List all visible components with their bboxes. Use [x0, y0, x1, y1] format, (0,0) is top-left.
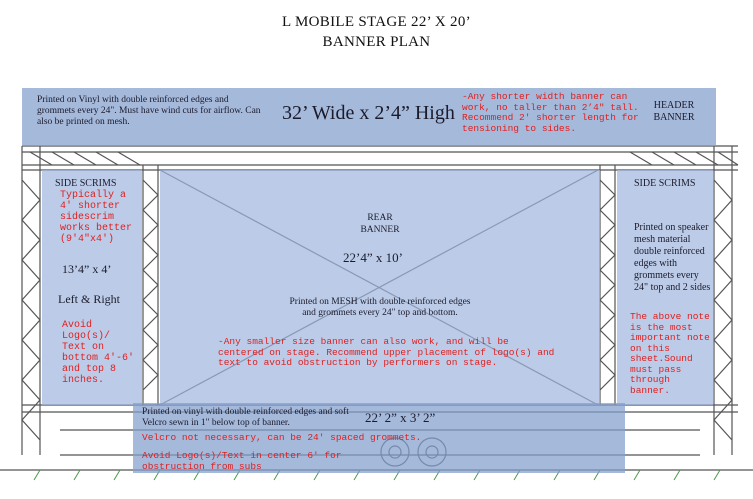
header-banner-spec: Printed on Vinyl with double reinforced edges and grommets every 24". Must have wind cuts for airflow. Can also be printed on mesh.	[37, 95, 261, 127]
rear-banner-label: REAR BANNER	[360, 213, 400, 235]
rear-banner-size: 22’4” x 10’	[343, 250, 403, 265]
side-scrim-left-note: Typically a 4' shorter sidescrim works better (9'4"x4')	[60, 190, 133, 245]
skirt-banner-spec: Printed on vinyl with double reinforced edges and soft Velcro sewn in 1" below top of banner.	[142, 407, 349, 428]
page-title: L MOBILE STAGE 22’ X 20’	[282, 14, 471, 30]
skirt-banner-size: 22’ 2” x 3’ 2”	[365, 410, 436, 425]
rear-banner-note: -Any smaller size banner can also work, and will be centered on stage. Recommend upper placement of logo(s) and text to avoid obstruction by performers on stage.	[218, 336, 555, 368]
side-scrim-right-note: The above note is the most important note on this sheet.Sound must pass through banner.	[630, 311, 710, 396]
side-scrim-left-position: Left & Right	[58, 292, 120, 306]
header-banner-note: -Any shorter width banner can work, no taller than 2’4" tall. Recommend 2' shorter length for tensioning to sides.	[462, 91, 639, 134]
header-banner-label: HEADER BANNER	[653, 100, 695, 123]
side-scrim-left-label: SIDE SCRIMS	[55, 178, 117, 189]
side-scrim-left-logo-note: Avoid Logo(s)/ Text on bottom 4'-6' and top 8 inches.	[62, 320, 135, 386]
side-scrim-left-size: 13’4” x 4’	[62, 262, 112, 276]
page-subtitle: BANNER PLAN	[322, 34, 431, 50]
rear-banner-spec: Printed on MESH with double reinforced edges and grommets every 24" top and bottom.	[289, 297, 471, 318]
rear-banner	[160, 170, 600, 405]
side-scrim-right-label: SIDE SCRIMS	[634, 178, 696, 189]
side-scrim-right-spec: Printed on speaker mesh material double reinforced edges with grommets every 24" top and 2 sides	[634, 222, 711, 293]
header-banner-size: 32’ Wide x 2’4” High	[282, 102, 455, 124]
skirt-banner-velcro-note: Velcro not necessary, can be 24' spaced grommets.	[142, 432, 422, 443]
skirt-banner-logo-note: Avoid Logo(s)/Text in center 6' for obstruction from subs	[142, 450, 342, 472]
